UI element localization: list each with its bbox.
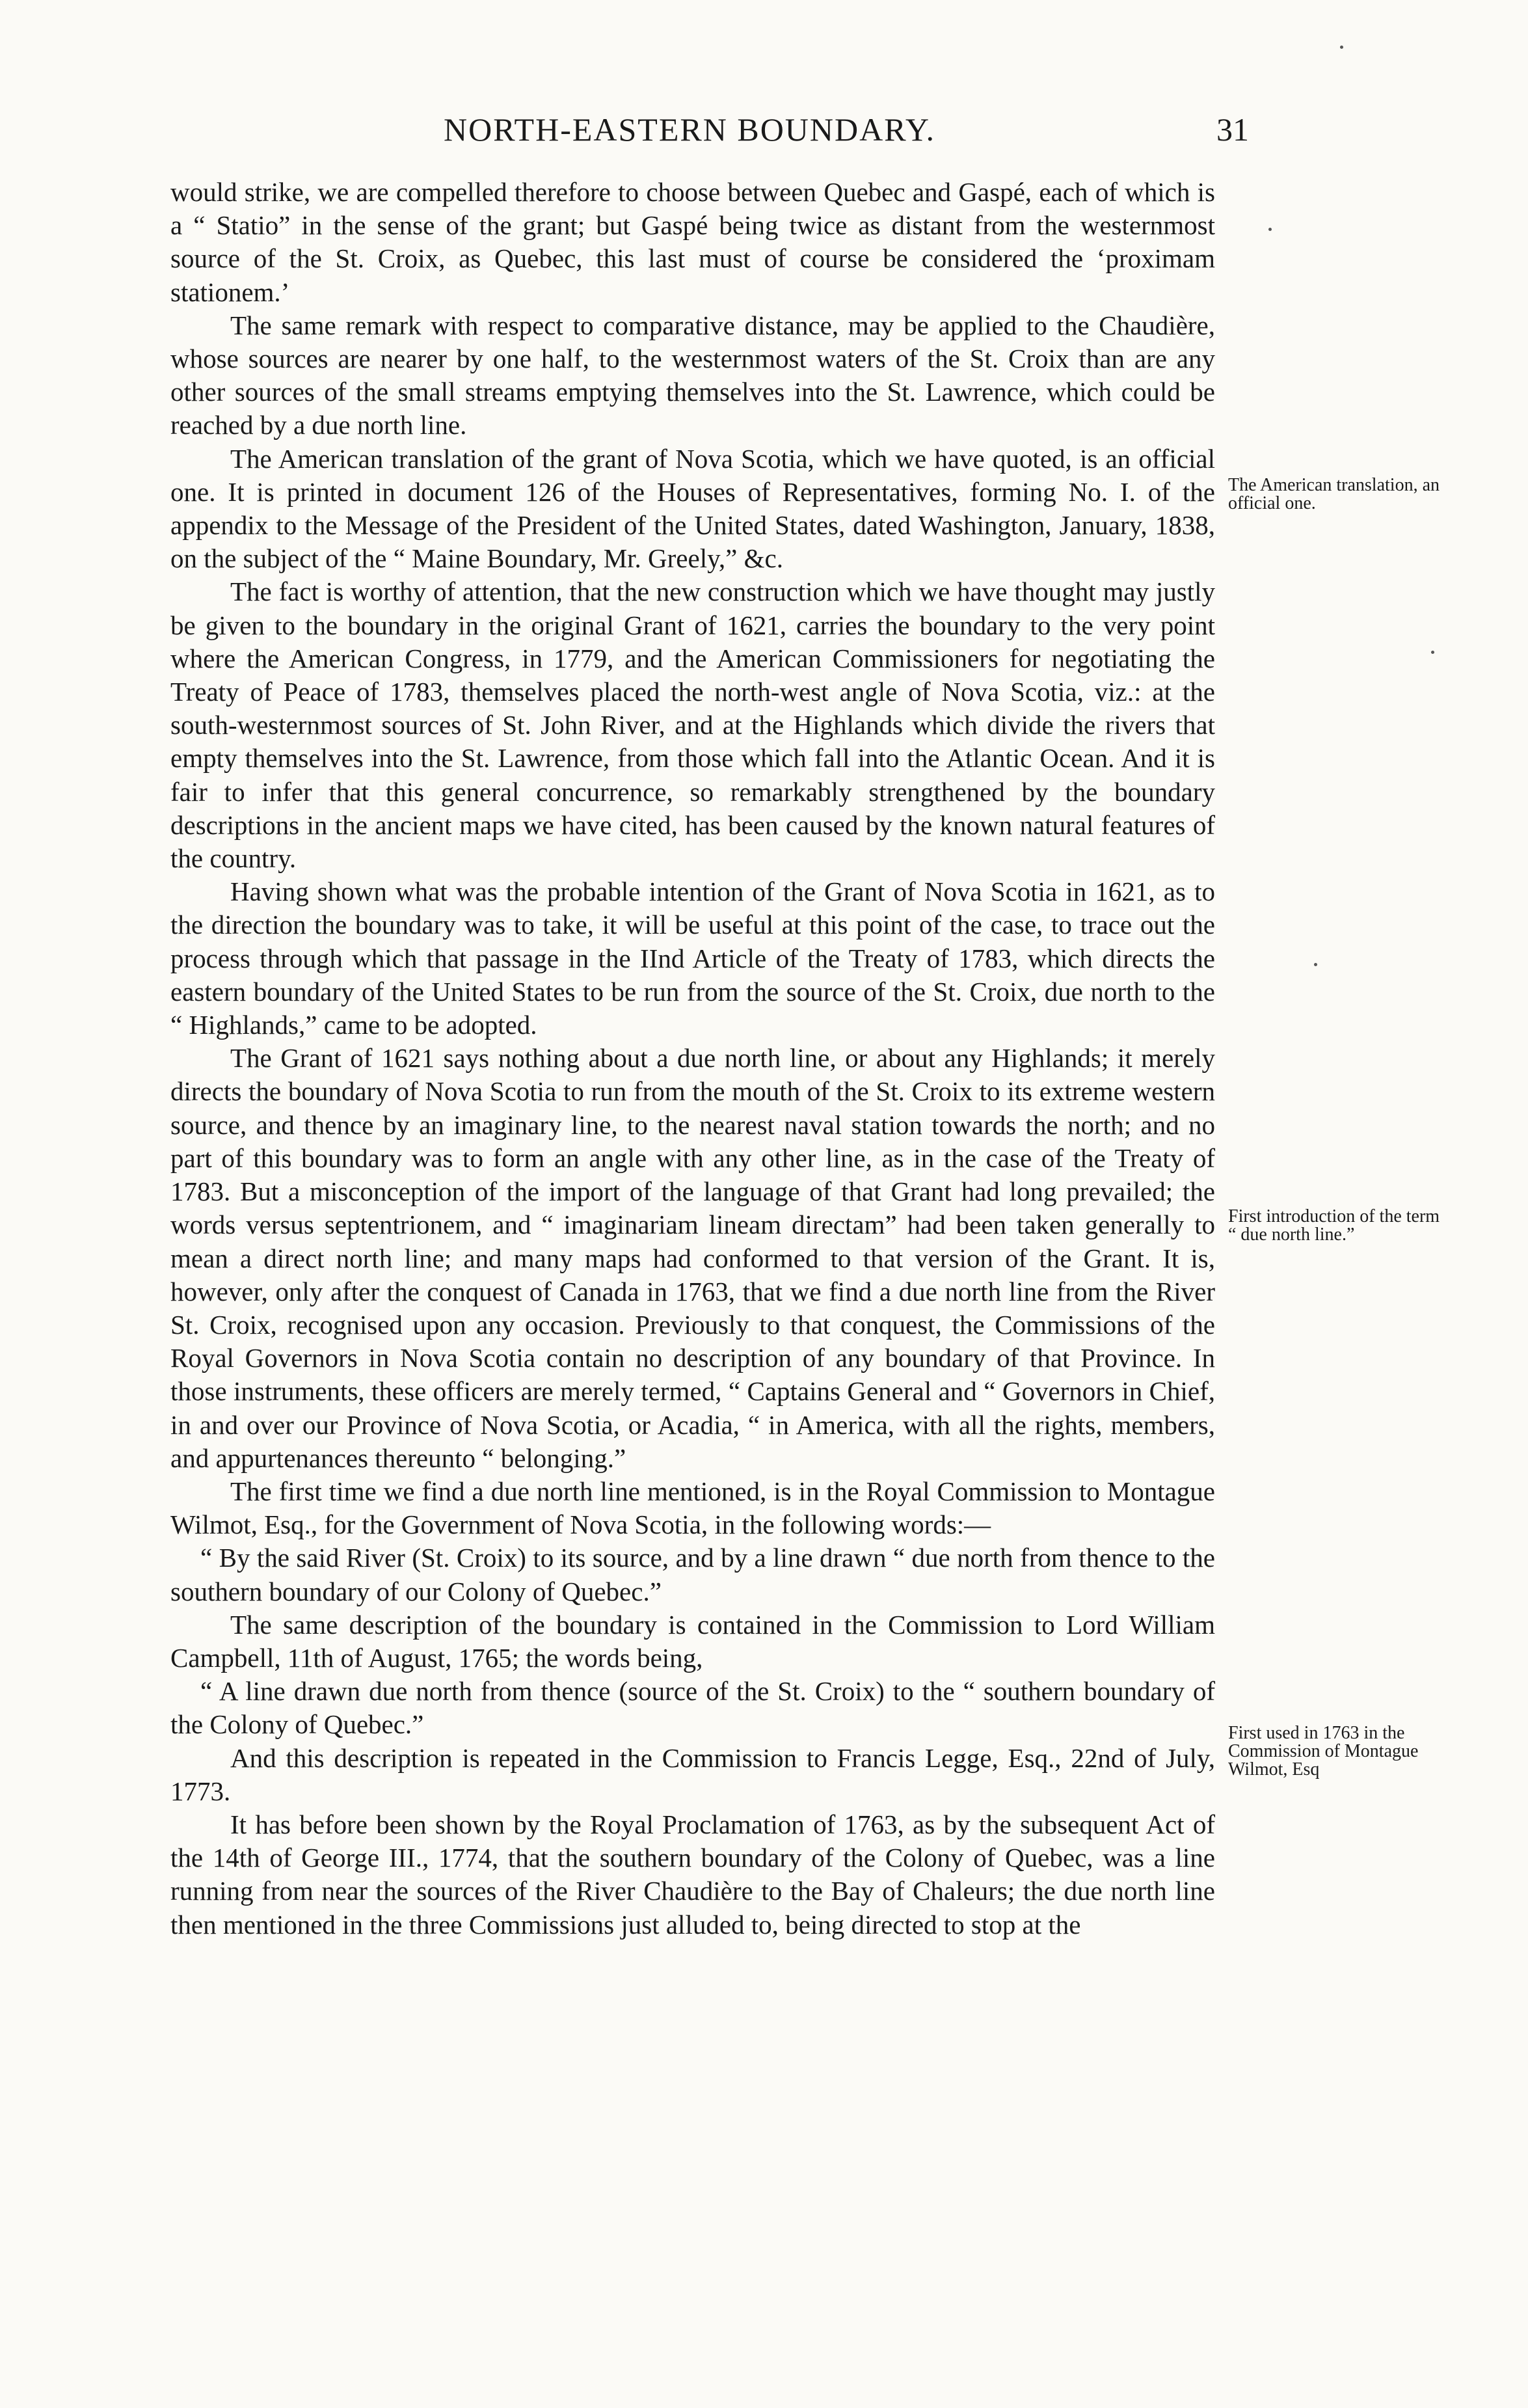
paragraph: And this description is repeated in the Commission to Francis Legge, Esq., 22nd of July, 1773. bbox=[170, 1742, 1215, 1806]
paragraph: The fact is worthy of attention, that the new construction which we have thought may justly be given to the boundary in the original Grant of 1621, carries the boundary to the very point where the American Congress, in 1779, and the American Commissioners for negotiating the Treaty of Peace of 1783, themselves placed the north-west angle of Nova Scotia, viz.: at the south-westernmost sources of St. John River, and at the Highlands which divide the rivers that empty themselves into the St. Lawrence, from those which fall into the Atlantic Ocean. And it is fair to infer that this general concurrence, so remarkably strengthened by the boundary descriptions in the ancient maps we have cited, has been caused by the known natural features of the country. bbox=[170, 576, 1215, 874]
page-number: 31 bbox=[1216, 111, 1249, 148]
paper-speck bbox=[1340, 46, 1343, 49]
body-text bbox=[170, 176, 1215, 1941]
paragraph: The same remark with respect to comparative distance, may be applied to the Chaudière, whose sources are nearer by one half, to the westernmost waters of the St. Croix than are any other sources of the small streams emptying themselves into the St. Lawrence, which could be reached by a due north line. bbox=[170, 310, 1215, 440]
paragraph: The same description of the boundary is contained in the Commission to Lord William Campbell, 11th of August, 1765; the words being, bbox=[170, 1609, 1215, 1673]
paper-speck bbox=[1268, 228, 1272, 231]
paragraph: would strike, we are compelled therefore to choose between Quebec and Gaspé, each of which is a “ Statio” in the sense of the grant; but Gaspé being twice as distant from the westernmost source of the St. Croix, as Quebec, this last must of course be considered the ‘proximam stationem.’ bbox=[170, 177, 1215, 307]
paragraph: The Grant of 1621 says nothing about a due north line, or about any Highlands; it merely directs the boundary of Nova Scotia to run from the mouth of the St. Croix to its extreme western source, and thence by an imaginary line, to the nearest naval station towards the north; and no part of this boundary was to form an angle with any other line, as in the case of the Treaty of 1783. But a misconception of the import of the language of that Grant had long prevailed; the words versus septentrionem, and “ imaginariam lineam directam” had been taken generally to mean a direct north line; and many maps had conformed to that version of the Grant. It is, however, only after the conquest of Canada in 1763, that we find a due north line from the River St. Croix, recognised upon any occasion. Previously to that conquest, the Commissions of the Royal Governors in Nova Scotia contain no description of any boundary of that Province. In those instruments, these officers are merely termed, “ Captains General and “ Governors in Chief, in and over our Province of Nova Scotia, or Acadia, “ in America, with all the rights, members, and appurtenances thereunto “ belonging.” bbox=[170, 1043, 1215, 1473]
paper-speck bbox=[1431, 651, 1434, 654]
quotation: “ A line drawn due north from thence (source of the St. Croix) to the “ southern boundary of the Colony of Quebec.” bbox=[170, 1676, 1215, 1740]
marginal-note: First used in 1763 in the Commission of Montague Wilmot, Esq bbox=[1228, 1723, 1419, 1779]
paper-speck bbox=[1314, 963, 1317, 966]
paragraph: The American translation of the grant of Nova Scotia, which we have quoted, is an official one. It is printed in document 126 of the Houses of Representatives, forming No. I. of the appendix to the Message of the President of the United States, dated Washington, January, 1838, on the subject of the “ Maine Boundary, Mr. Greely,” &c. bbox=[170, 443, 1215, 574]
paragraph: The first time we find a due north line mentioned, is in the Royal Commission to Montague Wilmot, Esq., for the Government of Nova Scotia, in the following words:— bbox=[170, 1476, 1215, 1540]
paragraph: It has before been shown by the Royal Proclamation of 1763, as by the subsequent Act of the 14th of George III., 1774, that the southern boundary of the Colony of Quebec, was a line running from near the sources of the River Chaudière to the Bay of Chaleurs; the due north line then mentioned in the three Commissions just alluded to, being directed to stop at the bbox=[170, 1809, 1215, 1940]
page-title: NORTH-EASTERN BOUNDARY. bbox=[443, 111, 935, 148]
marginal-note: The American translation, an official one. bbox=[1228, 475, 1440, 513]
quotation: “ By the said River (St. Croix) to its source, and by a line drawn “ due north from thence to the southern boundary of our Colony of Quebec.” bbox=[170, 1543, 1215, 1606]
marginal-note: First introduction of the term “ due north line.” bbox=[1228, 1206, 1440, 1245]
running-header bbox=[163, 111, 1249, 156]
paragraph: Having shown what was the probable intention of the Grant of Nova Scotia in 1621, as to the direction the boundary was to take, it will be useful at this point of the case, to trace out the process through which that passage in the IInd Article of the Treaty of 1783, which directs the eastern boundary of the United States to be run from the source of the St. Croix, due north to the “ Highlands,” came to be adopted. bbox=[170, 876, 1215, 1040]
